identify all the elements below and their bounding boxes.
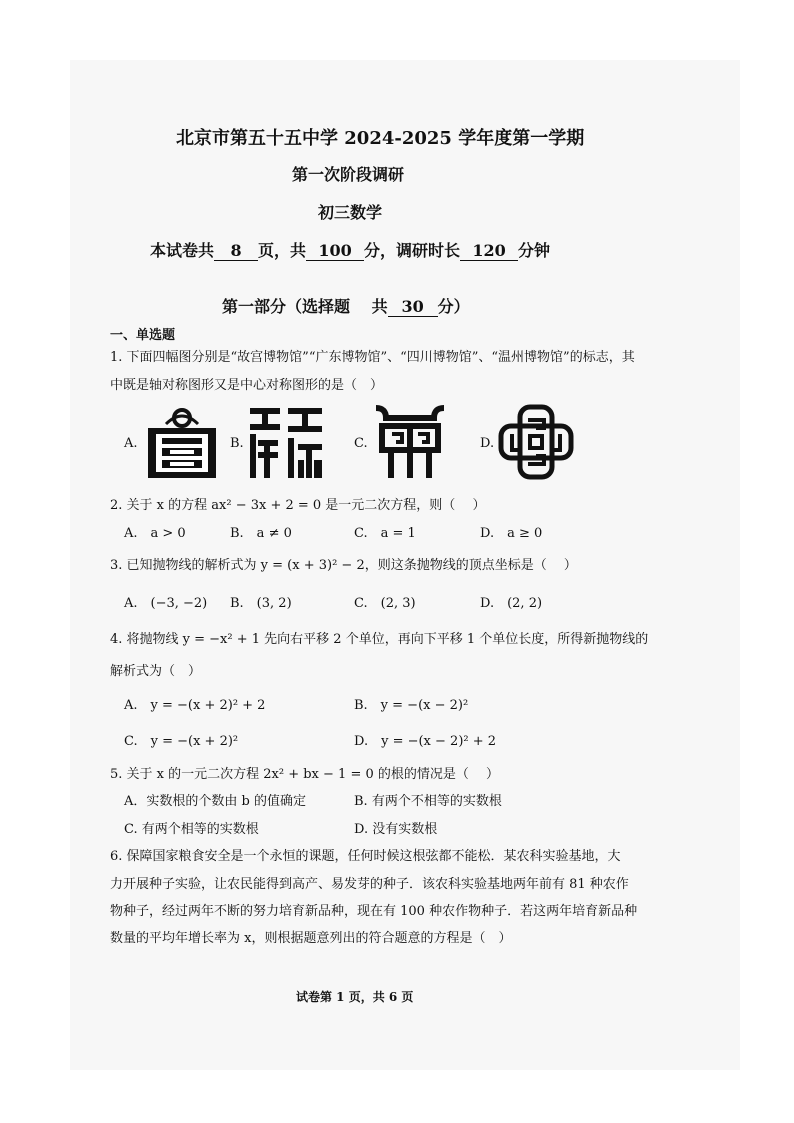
q2-option-c: C. a = 1 [354,526,416,541]
q6-line2: 力开展种子实验，让农民能得到高产、易发芽的种子．该农科实验基地两年前有 81 种农作 [110,877,629,892]
q3-option-d: D. (2, 2) [480,596,543,611]
meta-pages: 8 [214,241,258,261]
q1-label-c: C. [354,436,368,451]
meta-text-2: 页，共 [258,241,307,260]
q6-line3: 物种子，经过两年不断的努力培育新品种，现在有 100 种农作物种子．若这两年培育新品种 [110,904,638,919]
q3-option-c: C. (2, 3) [354,596,416,611]
q3-option-b: B. (3, 2) [230,596,292,611]
q4-option-b: B. y = −(x − 2)² [354,698,469,713]
exam-subject: 初三数学 [318,203,383,222]
page-footer: 试卷第 1 页，共 6 页 [296,990,414,1004]
q3-option-a: A. (−3, −2) [124,596,208,611]
q5-stem: 5. 关于 x 的一元二次方程 2x² + bx − 1 = 0 的根的情况是（ ） [110,767,500,782]
q2-stem: 2. 关于 x 的方程 ax² − 3x + 2 = 0 是一元二次方程，则（ ） [110,498,486,513]
q5-option-d: D. 没有实数根 [354,822,438,837]
q2-option-a: A. a > 0 [124,526,186,541]
q4-option-a: A. y = −(x + 2)² + 2 [124,698,266,713]
meta-text-1: 本试卷共 [150,241,215,260]
q5-option-b: B. 有两个不相等的实数根 [354,794,502,809]
q2-option-d: D. a ≥ 0 [480,526,543,541]
guangdong-museum-logo-icon [248,404,324,480]
q4-line2: 解析式为（ ） [110,664,202,679]
part1-text-1: 第一部分（选择题 共 [222,297,388,316]
part1-score: 30 [388,297,438,317]
meta-minutes: 120 [460,241,518,261]
meta-text-4: 分钟 [518,241,551,260]
q1-label-a: A. [124,436,138,451]
meta-score: 100 [306,241,364,261]
q5-option-a: A．实数根的个数由 b 的值确定 [124,794,306,809]
wenzhou-museum-logo-icon [498,404,574,480]
q1-label-d: D. [480,436,495,451]
exam-title: 北京市第五十五中学 2024-2025 学年度第一学期 [176,128,585,149]
palace-museum-logo-icon [144,404,220,480]
section-heading: 一、单选题 [110,328,176,343]
q4-option-d: D. y = −(x − 2)² + 2 [354,734,497,749]
q1-line2: 中既是轴对称图形又是中心对称图形的是（ ） [110,378,384,393]
part1-text-2: 分） [437,297,470,316]
sichuan-museum-logo-icon [372,404,448,480]
q5-option-c: C. 有两个相等的实数根 [124,822,259,837]
q6-line1: 6. 保障国家粮食安全是一个永恒的课题，任何时候这根弦都不能松．某农科实验基地，大 [110,849,621,864]
q1-line1: 1. 下面四幅图分别是“故宫博物馆”“广东博物馆”、“四川博物馆”、“温州博物馆”的标志，其 [110,350,635,365]
q3-stem: 3. 已知抛物线的解析式为 y = (x + 3)² − 2，则这条抛物线的顶点坐标是（ ） [110,558,577,573]
q6-line4: 数量的平均年增长率为 x，则根据题意列出的符合题意的方程是（ ） [110,931,512,946]
q4-line1: 4. 将抛物线 y = −x² + 1 先向右平移 2 个单位，再向下平移 1 个单位长度，所得新抛物线的 [110,632,649,647]
q1-label-b: B. [230,436,244,451]
q4-option-c: C. y = −(x + 2)² [124,734,239,749]
exam-meta [150,238,550,261]
meta-text-3: 分，调研时长 [364,241,461,260]
exam-subtitle: 第一次阶段调研 [292,165,405,184]
part1-heading [222,294,470,317]
q2-option-b: B. a ≠ 0 [230,526,292,541]
